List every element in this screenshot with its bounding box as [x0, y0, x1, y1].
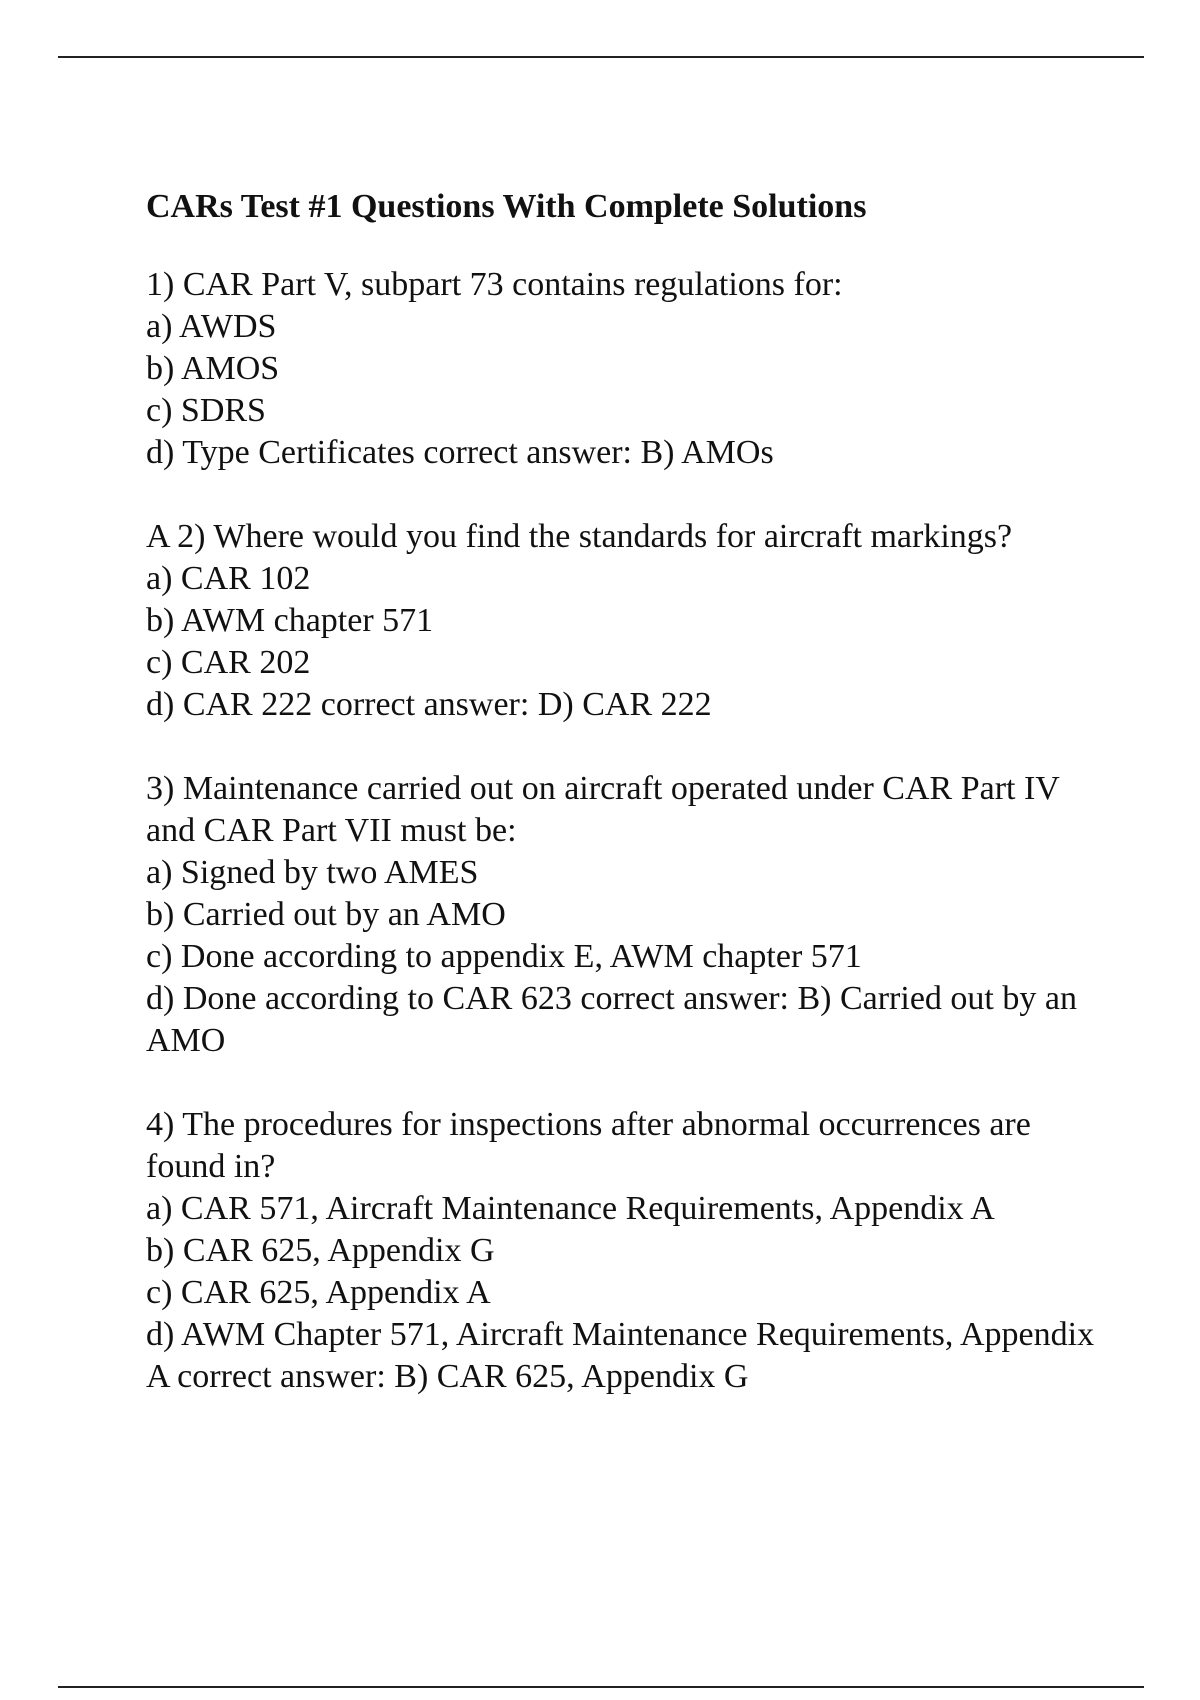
answer-option: b) AWM chapter 571: [146, 602, 434, 639]
answer-option: c) SDRS: [146, 392, 266, 429]
answer-option: b) AMOS: [146, 350, 280, 387]
answer-option: c) CAR 625, Appendix A: [146, 1274, 491, 1311]
answer-option-with-solution: d) Done according to CAR 623 correct answer: B) Carried out by an AMO: [146, 980, 1077, 1059]
header-rule: [58, 56, 1144, 58]
document-body: [146, 186, 1106, 1440]
answer-option: a) CAR 102: [146, 560, 311, 597]
question-prompt: 3) Maintenance carried out on aircraft operated under CAR Part IV and CAR Part VII must be:: [146, 770, 1060, 849]
question-prompt: 1) CAR Part V, subpart 73 contains regulations for:: [146, 266, 843, 303]
question-1: [146, 264, 1106, 474]
answer-option-with-solution: d) AWM Chapter 571, Aircraft Maintenance Requirements, Appendix A correct answer: B) CAR 625, Appendix G: [146, 1316, 1095, 1395]
answer-option-with-solution: d) CAR 222 correct answer: D) CAR 222: [146, 686, 712, 723]
answer-option: c) Done according to appendix E, AWM chapter 571: [146, 938, 862, 975]
question-4: [146, 1104, 1106, 1398]
question-prompt: 4) The procedures for inspections after abnormal occurrences are found in?: [146, 1106, 1031, 1185]
question-2: [146, 516, 1106, 726]
answer-option: a) AWDS: [146, 308, 277, 345]
footer-rule: [58, 1686, 1144, 1688]
answer-option: c) CAR 202: [146, 644, 311, 681]
answer-option: b) CAR 625, Appendix G: [146, 1232, 495, 1269]
answer-option: a) CAR 571, Aircraft Maintenance Requirements, Appendix A: [146, 1190, 995, 1227]
answer-option: a) Signed by two AMES: [146, 854, 479, 891]
question-prompt: A 2) Where would you find the standards for aircraft markings?: [146, 518, 1013, 555]
question-3: [146, 768, 1106, 1062]
answer-option: b) Carried out by an AMO: [146, 896, 506, 933]
answer-option-with-solution: d) Type Certificates correct answer: B) AMOs: [146, 434, 774, 471]
document-title: CARs Test #1 Questions With Complete Solutions: [146, 188, 867, 225]
